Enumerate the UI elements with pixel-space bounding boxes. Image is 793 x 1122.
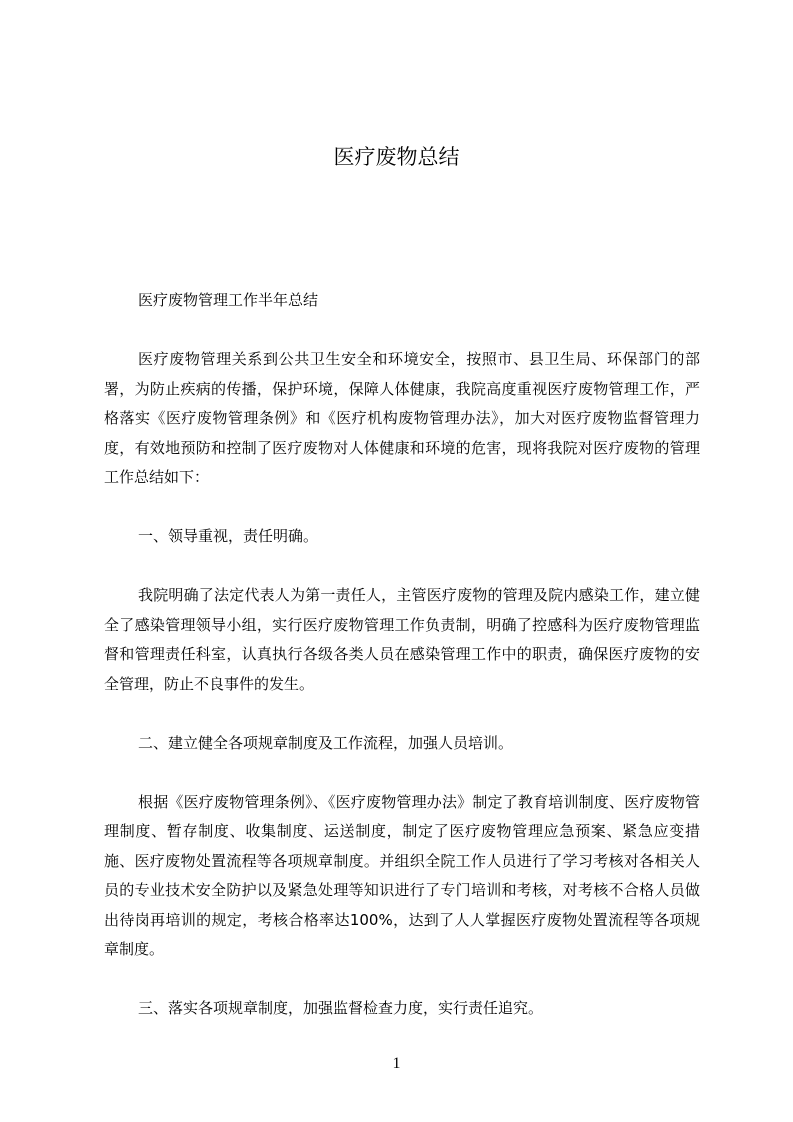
section-paragraph-2: 根据《医疗废物管理条例》、《医疗废物管理办法》制定了教育培训制度、医疗废物管理制度、暂存制度、收集制度、运送制度，制定了医疗废物管理应急预案、紧急应变措施、医疗废物处置流程等各项规章制度。并组织全院工作人员进行了学习考核对各相关人员的专业技术安全防护以及紧急处理等知识进行了专门培训和考核，对考核不合格人员做出待岗再培训的规定，考核合格率达100%，达到了人人掌握医疗废物处置流程等各项规章制度。 bbox=[104, 792, 700, 958]
subtitle-paragraph: 医疗废物管理工作半年总结 bbox=[138, 291, 319, 309]
section-heading-2: 二、建立健全各项规章制度及工作流程，加强人员培训。 bbox=[138, 733, 514, 752]
intro-paragraph: 医疗废物管理关系到公共卫生安全和环境安全，按照市、县卫生局、环保部门的部署，为防止疾病的传播，保护环境，保障人体健康，我院高度重视医疗废物管理工作，严格落实《医疗废物管理条例》和《医疗机构废物管理办法》，加大对医疗废物监督管理力度，有效地预防和控制了医疗废物对人体健康和环境的危害，现将我院对医疗废物的管理工作总结如下： bbox=[104, 350, 700, 486]
page-number: 1 bbox=[392, 1055, 401, 1072]
section-paragraph-1: 我院明确了法定代表人为第一责任人，主管医疗废物的管理及院内感染工作，建立健全了感染管理领导小组，实行医疗废物管理工作负责制，明确了控感科为医疗废物管理监督和管理责任科室，认真执行各级各类人员在感染管理工作中的职责，确保医疗废物的安全管理，防止不良事件的发生。 bbox=[104, 586, 700, 693]
document-title: 医疗废物总结 bbox=[333, 145, 460, 169]
section-heading-3: 三、落实各项规章制度，加强监督检查力度，实行责任追究。 bbox=[138, 999, 544, 1017]
document-body bbox=[104, 286, 700, 1053]
section-heading-1: 一、领导重视，责任明确。 bbox=[138, 527, 319, 545]
